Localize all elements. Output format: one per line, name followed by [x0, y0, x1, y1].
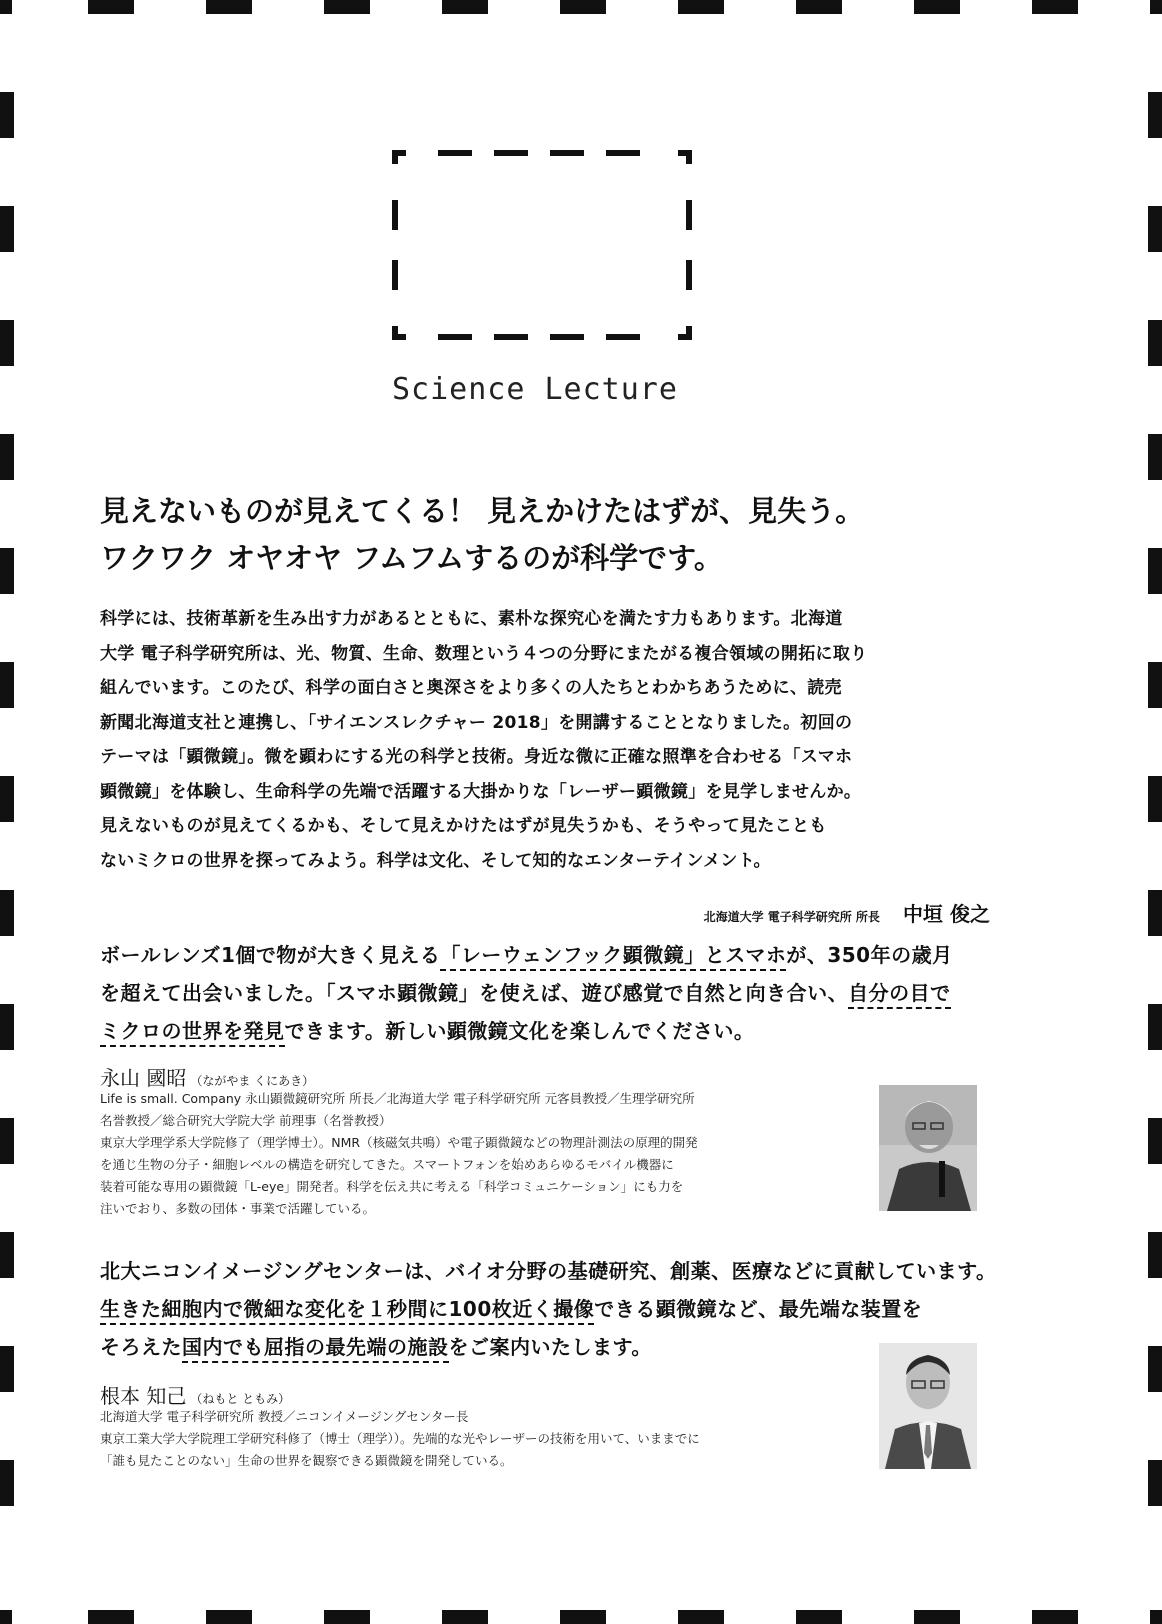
portrait-photo-nemoto	[879, 1343, 977, 1469]
lead-line	[100, 936, 1000, 974]
bio-nagayama	[100, 1088, 860, 1220]
section2-lead	[100, 1252, 1000, 1366]
intro-paragraph	[100, 602, 1000, 878]
bio-line: 名誉教授／総合研究大学院大学 前理事（名誉教授）	[100, 1113, 392, 1128]
intro-signature	[704, 898, 990, 927]
intro-line: 組んでいます。このたび、科学の面白さと奥深さをより多くの人たちとわかちあうために、読売	[100, 678, 842, 698]
lead-underlined-text: 国内でも屈指の最先端の施設	[182, 1335, 449, 1363]
intro-line: 顕微鏡」を体験し、生命科学の先端で活躍する大掛かりな「レーザー顕微鏡」を見学しませんか。	[100, 781, 862, 802]
lead-text: そろえた	[100, 1335, 182, 1359]
bio-line: 注いでおり、多数の団体・事業で活躍している。	[100, 1201, 376, 1216]
intro-line: 新聞北海道支社と連携し、「サイエンスレクチャー 2018」を開講することとなりました。初回の	[100, 712, 853, 733]
signature-name: 中垣 俊之	[903, 902, 990, 926]
signature-affiliation: 北海道大学 電子科学研究所 所長	[703, 910, 880, 924]
science-lecture-logo-text: Science Lecture	[392, 372, 678, 407]
lead-line	[100, 1252, 1000, 1290]
bio-line: 装着可能な専用の顕微鏡「L-eye」開発者。科学を伝え共に考える「科学コミュニケーション」にも力を	[100, 1179, 684, 1194]
headline-line-1: 見えないものが見えてくる！ 見えかけたはずが、見失う。	[100, 494, 865, 528]
bio-line: 「誰も見たことのない」生命の世界を観察できる顕微鏡を開発している。	[100, 1453, 513, 1468]
lead-underlined-text: 「レーウェンフック顕微鏡」とスマホ	[440, 943, 786, 971]
lead-text: 北大ニコンイメージングセンターは、バイオ分野の基礎研究、創薬、医療などに貢献しています。	[100, 1259, 997, 1283]
lead-underlined-text: ミクロの世界を発見	[100, 1019, 285, 1047]
bio-line: を通じ生物の分子・細胞レベルの構造を研究してきた。スマートフォンを始めあらゆるモバイル機器に	[100, 1157, 674, 1172]
person-name-reading: （ながやま くにあき）	[190, 1074, 315, 1088]
lead-underlined-text: 自分の目で	[848, 981, 951, 1009]
lead-line	[100, 1012, 1000, 1050]
person-name-reading: （ねもと ともみ）	[190, 1392, 291, 1406]
person-name-nagayama	[100, 1062, 314, 1091]
bio-line: Life is small. Company 永山顕微鏡研究所 所長／北海道大学 電子科学研究所 元客員教授／生理学研究所	[100, 1091, 695, 1106]
bio-line: 東京工業大学大学院理工学研究科修了（博士（理学））。先端的な光やレーザーの技術を用いて、いままでに	[100, 1431, 700, 1446]
lead-text: できます。新しい顕微鏡文化を楽しんでください。	[284, 1019, 755, 1043]
person-name-text: 根本 知己	[100, 1384, 187, 1408]
lead-line	[100, 1328, 1000, 1366]
lead-text: を超えて出会いました。「スマホ顕微鏡」を使えば、遊び感覚で自然と向き合い、	[100, 981, 849, 1005]
intro-line: テーマは「顕微鏡」。微を顕わにする光の科学と技術。身近な微に正確な照準を合わせる「スマホ	[100, 747, 853, 767]
section1-lead	[100, 936, 1000, 1050]
lead-text: をご案内いたします。	[448, 1335, 652, 1359]
person-name-text: 永山 國昭	[100, 1066, 187, 1090]
intro-line: ないミクロの世界を探ってみよう。科学は文化、そして知的なエンターテインメント。	[100, 850, 771, 871]
lead-text: が、350年の歳月	[786, 943, 953, 967]
intro-line: 大学 電子科学研究所は、光、物質、生命、数理という４つの分野にまたがる複合領域の開拓に取り	[100, 643, 868, 664]
bio-line: 北海道大学 電子科学研究所 教授／ニコンイメージングセンター長	[100, 1409, 469, 1424]
headline-line-2: ワクワク オヤオヤ フムフムするのが科学です。	[100, 541, 723, 575]
lead-text: できる顕微鏡など、最先端な装置を	[594, 1297, 923, 1321]
lead-line	[100, 974, 1000, 1012]
bio-nemoto	[100, 1406, 860, 1472]
person-name-nemoto	[100, 1380, 290, 1409]
lead-text: ボールレンズ1個で物が大きく見える	[100, 943, 441, 967]
intro-line: 見えないものが見えてくるかも、そして見えかけたはずが見失うかも、そうやって見たことも	[100, 816, 827, 836]
intro-line: 科学には、技術革新を生み出す力があるとともに、素朴な探究心を満たす力もあります。北海道	[100, 609, 843, 629]
science-lecture-logo-mark	[392, 150, 692, 350]
lead-line	[100, 1290, 1000, 1328]
lead-underlined-text: 生きた細胞内で微細な変化を１秒間に100枚近く撮像	[100, 1297, 594, 1325]
bio-line: 東京大学理学系大学院修了（理学博士）。NMR（核磁気共鳴）や電子顕微鏡などの物理計測法の原理的開発	[100, 1135, 698, 1150]
portrait-photo-nagayama	[879, 1085, 977, 1211]
